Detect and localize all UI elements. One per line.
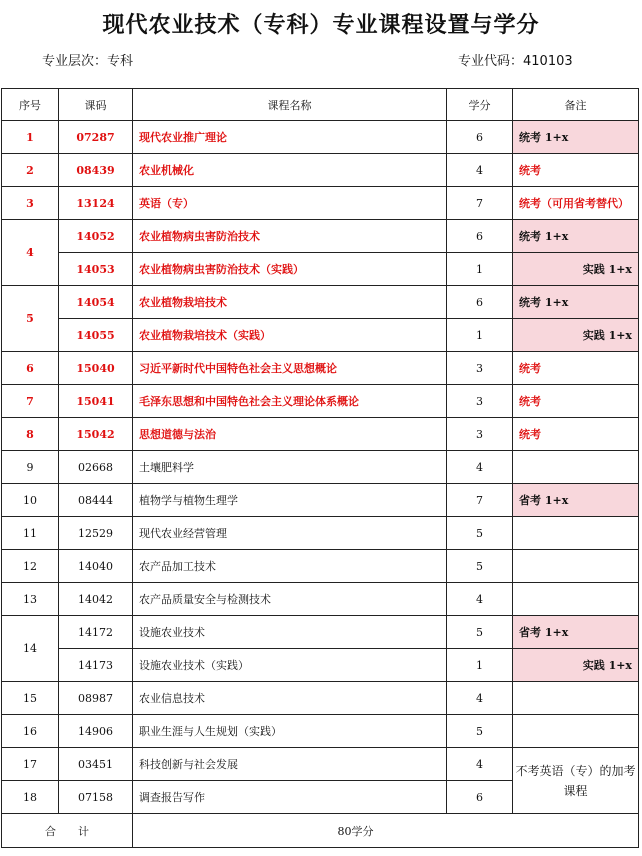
row-note: 省考 1+x [513, 484, 639, 517]
row-code: 13124 [59, 187, 133, 220]
table-row [2, 220, 639, 253]
total-value: 80学分 [133, 814, 639, 848]
row-name: 农业植物病虫害防治技术（实践） [133, 253, 447, 286]
row-note: 统考 1+x [513, 121, 639, 154]
table-header-row [2, 89, 639, 121]
row-code: 02668 [59, 451, 133, 484]
row-note [513, 451, 639, 484]
table-row [2, 154, 639, 187]
table-row [2, 649, 639, 682]
header-no: 序号 [2, 89, 59, 121]
total-label: 合 计 [2, 814, 133, 848]
row-note: 统考 1+x [513, 286, 639, 319]
table-row [2, 550, 639, 583]
row-note: 省考 1+x [513, 616, 639, 649]
row-name: 习近平新时代中国特色社会主义思想概论 [133, 352, 447, 385]
row-code: 15041 [59, 385, 133, 418]
row-no: 4 [2, 220, 59, 286]
row-name: 设施农业技术（实践） [133, 649, 447, 682]
row-note: 实践 1+x [513, 253, 639, 286]
table-row [2, 385, 639, 418]
row-name: 农业植物栽培技术（实践） [133, 319, 447, 352]
row-name: 调查报告写作 [133, 781, 447, 814]
row-no: 2 [2, 154, 59, 187]
row-no: 5 [2, 286, 59, 352]
row-credit: 4 [447, 154, 513, 187]
row-name: 设施农业技术 [133, 616, 447, 649]
row-no: 7 [2, 385, 59, 418]
page-title: 现代农业技术（专科）专业课程设置与学分 [102, 13, 540, 38]
row-credit: 6 [447, 121, 513, 154]
row-name: 农产品质量安全与检测技术 [133, 583, 447, 616]
row-credit: 1 [447, 253, 513, 286]
row-credit: 7 [447, 484, 513, 517]
major-level: 专业层次：专科 [42, 54, 134, 69]
row-no: 16 [2, 715, 59, 748]
table-row [2, 517, 639, 550]
row-no: 12 [2, 550, 59, 583]
row-name: 思想道德与法治 [133, 418, 447, 451]
table-row [2, 715, 639, 748]
row-name: 农业植物病虫害防治技术 [133, 220, 447, 253]
row-name: 农业植物栽培技术 [133, 286, 447, 319]
row-name: 农业信息技术 [133, 682, 447, 715]
row-note [513, 517, 639, 550]
row-code: 08439 [59, 154, 133, 187]
row-no: 17 [2, 748, 59, 781]
row-code: 14172 [59, 616, 133, 649]
row-credit: 3 [447, 385, 513, 418]
row-credit: 6 [447, 286, 513, 319]
row-credit: 1 [447, 319, 513, 352]
row-code: 08444 [59, 484, 133, 517]
row-note: 统考 1+x [513, 220, 639, 253]
row-code: 14173 [59, 649, 133, 682]
row-no: 18 [2, 781, 59, 814]
course-table [1, 88, 639, 848]
row-no: 11 [2, 517, 59, 550]
row-credit: 4 [447, 583, 513, 616]
row-credit: 6 [447, 781, 513, 814]
row-code: 07158 [59, 781, 133, 814]
row-note [513, 550, 639, 583]
row-name: 农产品加工技术 [133, 550, 447, 583]
table-row [2, 121, 639, 154]
row-no: 13 [2, 583, 59, 616]
row-credit: 7 [447, 187, 513, 220]
row-code: 14055 [59, 319, 133, 352]
table-row [2, 187, 639, 220]
row-name: 现代农业经营管理 [133, 517, 447, 550]
elective-note: 不考英语（专）的加考课程 [513, 748, 639, 814]
row-credit: 4 [447, 748, 513, 781]
table-row [2, 616, 639, 649]
row-credit: 3 [447, 352, 513, 385]
table-row [2, 682, 639, 715]
header-code: 课码 [59, 89, 133, 121]
row-no: 1 [2, 121, 59, 154]
table-row [2, 253, 639, 286]
row-code: 08987 [59, 682, 133, 715]
row-note: 统考（可用省考替代） [513, 187, 639, 220]
row-name: 植物学与植物生理学 [133, 484, 447, 517]
row-credit: 5 [447, 517, 513, 550]
row-no: 9 [2, 451, 59, 484]
row-credit: 4 [447, 451, 513, 484]
header-name: 课程名称 [133, 89, 447, 121]
row-code: 07287 [59, 121, 133, 154]
table-row [2, 352, 639, 385]
row-note [513, 583, 639, 616]
row-no: 10 [2, 484, 59, 517]
row-name: 英语（专） [133, 187, 447, 220]
row-name: 毛泽东思想和中国特色社会主义理论体系概论 [133, 385, 447, 418]
row-name: 科技创新与社会发展 [133, 748, 447, 781]
row-note: 统考 [513, 385, 639, 418]
row-credit: 4 [447, 682, 513, 715]
row-code: 15042 [59, 418, 133, 451]
row-credit: 5 [447, 616, 513, 649]
row-credit: 5 [447, 715, 513, 748]
table-row [2, 451, 639, 484]
row-name: 职业生涯与人生规划（实践） [133, 715, 447, 748]
table-row [2, 286, 639, 319]
row-name: 农业机械化 [133, 154, 447, 187]
table-row [2, 319, 639, 352]
major-code: 专业代码：410103 [458, 54, 573, 69]
row-note: 统考 [513, 352, 639, 385]
row-name: 土壤肥料学 [133, 451, 447, 484]
total-row [2, 814, 639, 848]
row-note [513, 682, 639, 715]
row-note: 统考 [513, 418, 639, 451]
row-note: 统考 [513, 154, 639, 187]
row-code: 03451 [59, 748, 133, 781]
header-credit: 学分 [447, 89, 513, 121]
table-row [2, 583, 639, 616]
row-no: 15 [2, 682, 59, 715]
row-no: 3 [2, 187, 59, 220]
table-row [2, 484, 639, 517]
row-code: 12529 [59, 517, 133, 550]
table-row [2, 748, 639, 781]
row-credit: 3 [447, 418, 513, 451]
row-name: 现代农业推广理论 [133, 121, 447, 154]
row-code: 14042 [59, 583, 133, 616]
row-no: 8 [2, 418, 59, 451]
row-credit: 1 [447, 649, 513, 682]
row-note: 实践 1+x [513, 319, 639, 352]
row-no: 14 [2, 616, 59, 682]
row-note [513, 715, 639, 748]
row-code: 14040 [59, 550, 133, 583]
header-note: 备注 [513, 89, 639, 121]
table-row [2, 418, 639, 451]
row-code: 14052 [59, 220, 133, 253]
row-code: 14906 [59, 715, 133, 748]
row-credit: 6 [447, 220, 513, 253]
row-code: 15040 [59, 352, 133, 385]
row-no: 6 [2, 352, 59, 385]
row-credit: 5 [447, 550, 513, 583]
row-note: 实践 1+x [513, 649, 639, 682]
row-code: 14054 [59, 286, 133, 319]
row-code: 14053 [59, 253, 133, 286]
